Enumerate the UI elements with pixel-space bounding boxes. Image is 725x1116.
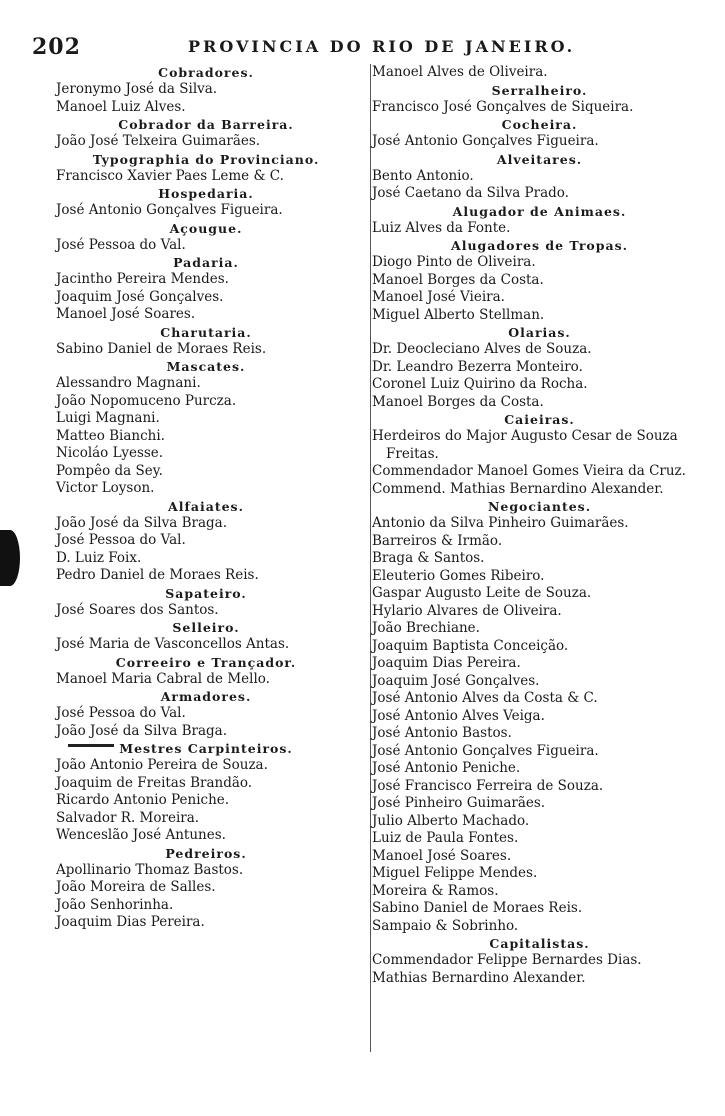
directory-entry: José Antonio Gonçalves Figueira. — [372, 133, 599, 149]
directory-entry: Manoel Luiz Alves. — [56, 98, 186, 115]
directory-entry: José Antonio Gonçalves Figueira. — [56, 202, 283, 218]
directory-entry: Julio Alberto Machado. — [372, 812, 530, 829]
directory-entry: Joaquim José Gonçalves. — [372, 672, 540, 689]
directory-entry: D. Luiz Foix. — [56, 549, 142, 566]
directory-entry: Luiz de Paula Fontes. — [372, 830, 519, 846]
directory-entry: Barreiros & Irmão. — [372, 532, 503, 549]
section-heading: Serralheiro. — [491, 82, 588, 98]
section-heading: Hospedaria. — [158, 186, 254, 201]
directory-entry: João Nopomuceno Purcza. — [56, 392, 237, 409]
directory-entry: Miguel Felippe Mendes. — [372, 865, 538, 881]
directory-entry: Nicoláo Lyesse. — [56, 445, 164, 461]
ink-blot-mark — [0, 530, 20, 586]
directory-entry: João Moreira de Salles. — [56, 879, 216, 895]
directory-entry: Commendador Felippe Bernardes Dias. — [372, 952, 642, 968]
directory-entry: José Antonio Peniche. — [372, 760, 521, 776]
directory-entry: Manoel Maria Cabral de Mello. — [56, 670, 270, 687]
section-heading: Cobrador da Barreira. — [118, 117, 294, 132]
directory-entry: Francisco Xavier Paes Leme & C. — [56, 167, 284, 184]
directory-entry: Sampaio & Sobrinho. — [372, 917, 519, 934]
directory-entry: Joaquim Dias Pereira. — [56, 914, 205, 930]
page-header — [32, 34, 632, 60]
section-heading: Armadores. — [160, 689, 252, 704]
directory-entry: Jacintho Pereira Mendes. — [56, 271, 229, 287]
directory-entry: Manoel José Soares. — [372, 847, 512, 864]
directory-entry: João José da Silva Braga. — [56, 722, 227, 739]
right-column — [372, 64, 707, 987]
directory-entry: José Pessoa do Val. — [56, 236, 186, 253]
directory-entry: João José Telxeira Guimarães. — [56, 133, 261, 149]
directory-entry: Bento Antonio. — [372, 167, 474, 184]
directory-entry: João José da Silva Braga. — [56, 514, 227, 531]
section-heading: Alfaiates. — [168, 498, 244, 514]
directory-entry: João Brechiane. — [372, 620, 480, 636]
directory-entry: Francisco José Gonçalves de Siqueira. — [372, 98, 634, 115]
directory-entry: Sabino Daniel de Moraes Reis. — [56, 340, 267, 357]
section-heading: Selleiro. — [172, 620, 240, 635]
section-heading: Açougue. — [169, 220, 243, 236]
directory-entry: Wenceslão José Antunes. — [56, 827, 226, 843]
directory-entry: José Caetano da Silva Prado. — [372, 185, 569, 201]
section-heading: Padaria. — [173, 255, 239, 270]
directory-entry: Diogo Pinto de Oliveira. — [372, 254, 536, 270]
section-heading: Charutaria. — [160, 324, 252, 340]
directory-entry: Dr. Leandro Bezerra Monteiro. — [372, 358, 583, 375]
directory-entry: João Senhorinha. — [56, 896, 174, 913]
directory-entry: José Maria de Vasconcellos Antas. — [56, 636, 290, 652]
directory-entry: Joaquim de Freitas Brandão. — [56, 774, 253, 791]
directory-entry: José Pessoa do Val. — [56, 705, 186, 721]
directory-entry: Commendador Manoel Gomes Vieira da Cruz. — [372, 463, 686, 479]
section-heading: Capitalistas. — [489, 936, 590, 951]
section-heading: Cobradores. — [158, 65, 254, 80]
directory-entry: José Pinheiro Guimarães. — [372, 795, 546, 811]
directory-entry: Freitas. — [386, 445, 439, 462]
directory-entry: Ricardo Antonio Peniche. — [56, 792, 230, 808]
directory-entry: Hylario Alvares de Oliveira. — [372, 602, 562, 619]
directory-entry: José Antonio Gonçalves Figueira. — [372, 742, 599, 759]
directory-entry: Coronel Luiz Quirino da Rocha. — [372, 376, 588, 392]
directory-entry: Victor Loyson. — [56, 480, 155, 496]
left-column — [56, 64, 356, 932]
directory-entry: Joaquim Dias Pereira. — [372, 655, 521, 671]
directory-entry: Manoel José Vieira. — [372, 289, 505, 305]
directory-entry: João Antonio Pereira de Souza. — [56, 757, 268, 773]
page-number: 202 — [32, 34, 81, 60]
directory-entry: Joaquim Baptista Conceição. — [372, 637, 569, 654]
pencil-dash-mark — [68, 744, 114, 747]
section-heading: Pedreiros. — [165, 845, 247, 861]
directory-entry: Mathias Bernardino Alexander. — [372, 969, 586, 986]
column-divider — [370, 64, 371, 1052]
directory-entry: Miguel Alberto Stellman. — [372, 306, 545, 323]
section-heading: Alveitares. — [496, 151, 583, 167]
directory-entry: Manoel Borges da Costa. — [372, 271, 544, 288]
directory-entry: Dr. Deocleciano Alves de Souza. — [372, 341, 592, 357]
section-heading: Mascates. — [166, 359, 246, 374]
directory-entry: Pedro Daniel de Moraes Reis. — [56, 567, 259, 583]
directory-entry: Commend. Mathias Bernardino Alexander. — [372, 480, 664, 497]
section-heading: Mestres Carpinteiros. — [119, 741, 293, 756]
section-heading: Negociantes. — [487, 499, 592, 514]
page-title: PROVINCIA DO RIO DE JANEIRO. — [188, 37, 576, 56]
directory-entry: José Antonio Alves da Costa & C. — [372, 690, 598, 706]
directory-entry: José Francisco Ferreira de Souza. — [372, 777, 604, 794]
directory-entry: Apollinario Thomaz Bastos. — [56, 861, 244, 878]
directory-entry: Moreira & Ramos. — [372, 882, 499, 899]
section-heading: Olarias. — [508, 325, 571, 340]
directory-entry: José Soares dos Santos. — [56, 601, 219, 618]
directory-entry: Manoel Alves de Oliveira. — [372, 64, 548, 80]
section-heading: Alugador de Animaes. — [452, 203, 627, 219]
directory-entry: Luiz Alves da Fonte. — [372, 219, 511, 236]
directory-entry: Alessandro Magnani. — [56, 375, 201, 391]
directory-entry: Manoel José Soares. — [56, 306, 196, 322]
directory-entry: Salvador R. Moreira. — [56, 809, 200, 826]
section-heading: Sapateiro. — [165, 585, 247, 601]
directory-entry: Eleuterio Gomes Ribeiro. — [372, 567, 545, 584]
directory-entry: Sabino Daniel de Moraes Reis. — [372, 900, 583, 916]
directory-entry: José Antonio Alves Veiga. — [372, 707, 545, 724]
directory-entry: Luigi Magnani. — [56, 410, 160, 426]
directory-entry: Antonio da Silva Pinheiro Guimarães. — [372, 515, 629, 531]
section-heading: Typographia do Provinciano. — [92, 151, 320, 167]
section-heading: Cocheira. — [501, 117, 578, 132]
section-heading: Correeiro e Trançador. — [115, 654, 297, 670]
directory-entry: Matteo Bianchi. — [56, 427, 165, 444]
directory-entry: Gaspar Augusto Leite de Souza. — [372, 585, 592, 601]
directory-entry: Braga & Santos. — [372, 550, 485, 566]
directory-entry: Pompêo da Sey. — [56, 462, 163, 479]
directory-entry: José Antonio Bastos. — [372, 725, 512, 741]
directory-entry: José Pessoa do Val. — [56, 532, 186, 548]
directory-entry: Herdeiros do Major Augusto Cesar de Souza — [372, 428, 678, 444]
section-heading: Caieiras. — [504, 412, 575, 427]
directory-entry: Jeronymo José da Silva. — [56, 81, 218, 97]
directory-entry: Manoel Borges da Costa. — [372, 393, 544, 410]
section-heading: Alugadores de Tropas. — [451, 238, 628, 253]
directory-entry: Joaquim José Gonçalves. — [56, 288, 224, 305]
